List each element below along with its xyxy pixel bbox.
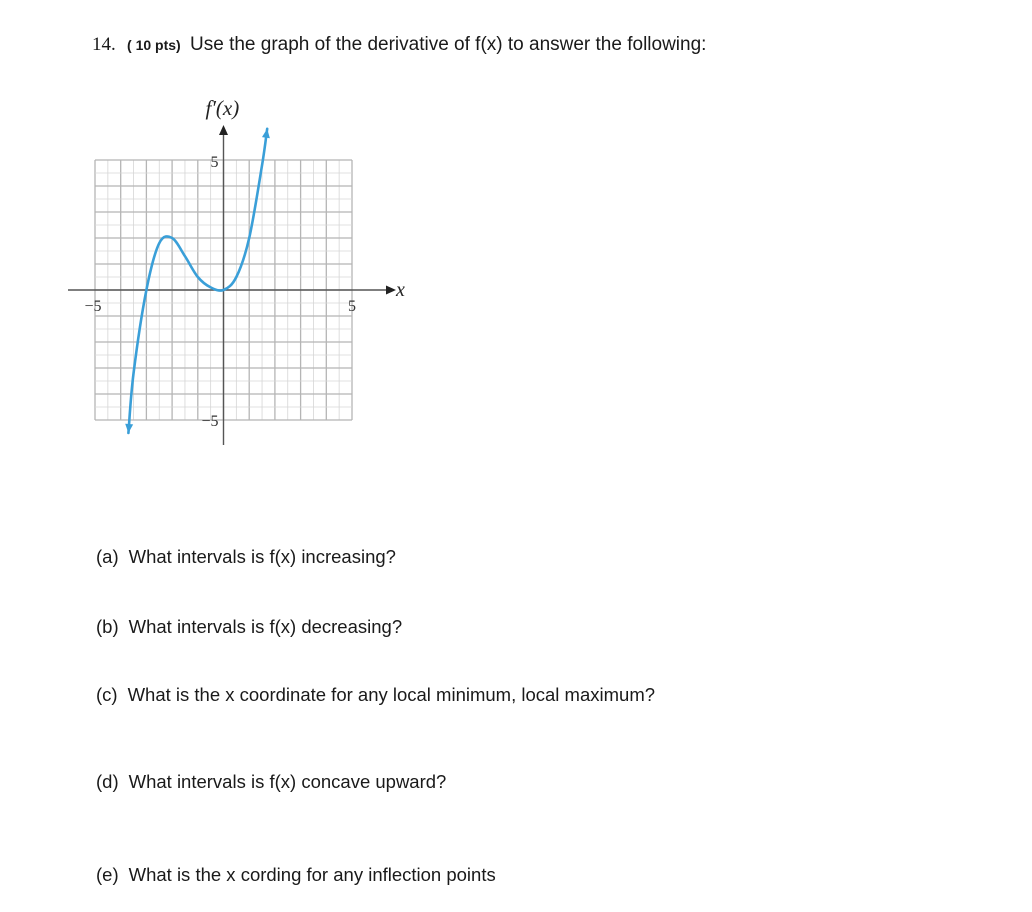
chart-title: f′(x) [205,96,240,120]
sub-question-text: What is the x cording for any inflection points [128,864,496,885]
derivative-graph [60,85,440,455]
series-start-arrow [124,424,133,434]
question-number: 14. [92,34,116,55]
sub-question-text: What is the x coordinate for any local minimum, local maximum? [127,684,656,705]
y-tick-label: −5 [201,413,219,430]
sub-question-c [96,684,655,706]
sub-question-text: What intervals is f(x) increasing? [128,546,396,567]
sub-question-label: (c) [96,684,118,705]
sub-question-text: What intervals is f(x) concave upward? [128,771,447,792]
x-axis-label: x [396,279,405,301]
sub-question-a [96,546,396,568]
y-axis-arrow [219,125,228,135]
sub-question-text: What intervals is f(x) decreasing? [128,616,403,637]
sub-question-label: (a) [96,546,119,567]
question-points: ( 10 pts) [127,37,181,53]
question-prompt: Use the graph of the derivative of f(x) to answer the following: [190,34,707,55]
sub-question-d [96,771,446,793]
x-tick-label: −5 [84,298,102,315]
sub-question-label: (b) [96,616,119,637]
x-tick-label: 5 [348,298,356,315]
sub-question-label: (d) [96,771,119,792]
sub-question-label: (e) [96,864,119,885]
sub-question-b [96,616,402,638]
question-header [92,34,706,56]
x-axis-arrow [386,286,396,295]
y-tick-label: 5 [210,154,219,171]
sub-question-e [96,864,496,886]
